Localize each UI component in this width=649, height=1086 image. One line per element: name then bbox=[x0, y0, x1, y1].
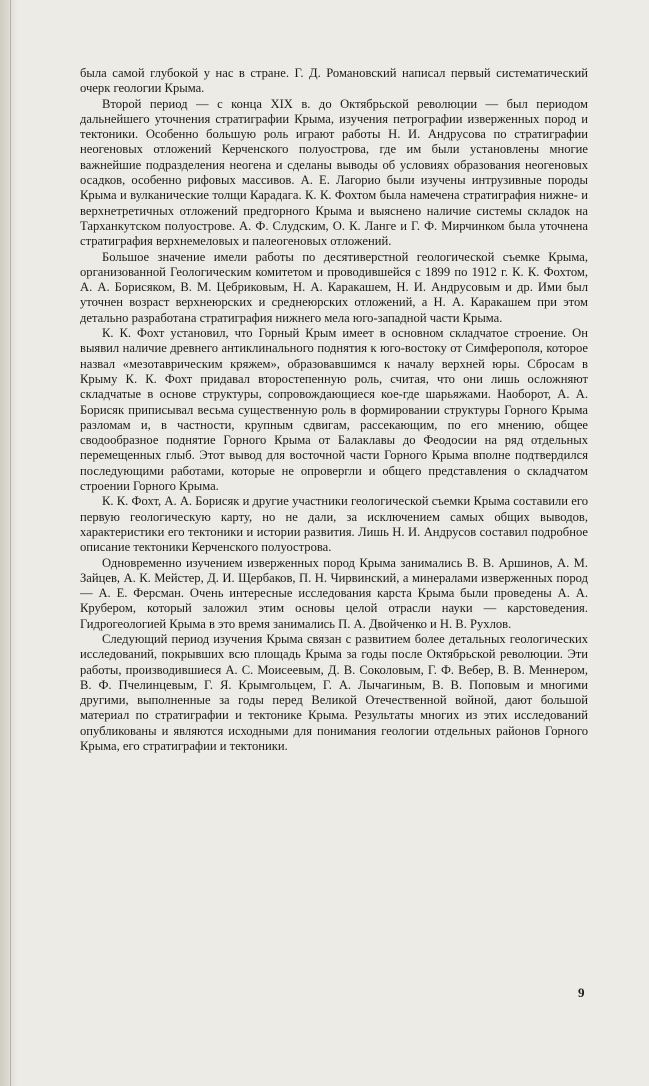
page-edge-line bbox=[10, 0, 11, 1086]
page-spine-shadow bbox=[0, 0, 18, 1086]
paragraph: была самой глубокой у нас в стране. Г. Д. Романовский написал первый систематический очерк геологии Крыма. bbox=[80, 66, 588, 96]
paragraph: Второй период — с конца XIX в. до Октябрьской революции — был периодом дальнейшего уточнения стратиграфии Крыма, изучения петрографии изверженных пород и тектоники. Особенно большую роль играют работы Н. И. Андрусова по стратиграфии неогеновых отложений Керченского полуострова, где им были установлены многие важнейшие подразделения неогена и сделаны выводы об условиях образования неогеновых осадков, особенно рифовых массивов. А. Е. Лагорио были изучены интрузивные породы Крыма и вулканические толщи Карадага. К. К. Фохтом была намечена стратиграфия нижне- и верхнетретичных отложений предгорного Крыма и выяснено наличие системы складок на Тарханкутском полуострове. А. Ф. Слудским, О. К. Ланге и Г. Ф. Мирчинком была уточнена стратиграфия верхнемеловых и палеогеновых отложений. bbox=[80, 96, 588, 249]
paragraph: Большое значение имели работы по десятиверстной геологической съемке Крыма, организованной Геологическим комитетом и проводившейся с 1899 по 1912 г. К. К. Фохтом, А. А. Борисяком, В. М. Цебриковым, Н. А. Каракашем, Н. И. Андрусовым и др. Ими был уточнен возраст верхнеюрских и среднеюрских отложений, а Н. А. Каракашем при этом детально разработана стратиграфия нижнего мела юго-западной части Крыма. bbox=[80, 249, 588, 325]
paragraph: Одновременно изучением изверженных пород Крыма занимались В. В. Аршинов, А. М. Зайцев, А. К. Мейстер, Д. И. Щербаков, П. Н. Чирвинский, а минералами изверженных пород — А. Е. Ферсман. Очень интересные исследования карста Крыма были проведены А. А. Крубером, который заложил этим основы целой отрасли науки — карстоведения. Гидрогеологией Крыма в это время занимались П. А. Двойченко и Н. В. Рухлов. bbox=[80, 555, 588, 631]
paragraph: К. К. Фохт установил, что Горный Крым имеет в основном складчатое строение. Он выявил наличие древнего антиклинального поднятия к юго-востоку от Симферополя, которое назвал «мезотаврическим кряжем», образовавшимся к началу верхней юры. Сбросам в Крыму К. К. Фохт придавал второстепенную роль, считая, что они лишь осложняют складчатые в основе структуры, сопровождающиеся кое-где шарьяжами. Наоборот, А. А. Борисяк приписывал весьма существенную роль в формировании структуры Горного Крыма разломам и, в частности, крупным сдвигам, рассекающим, по его мнению, общее сводообразное поднятие Горного Крыма от Балаклавы до Феодосии на ряд отдельных перемещенных глыб. Этот вывод для восточной части Горного Крыма вполне подтвердился последующими работами, которые не опровергли и общего представления о складчатом строении Горного Крыма. bbox=[80, 326, 588, 494]
paragraph: К. К. Фохт, А. А. Борисяк и другие участники геологической съемки Крыма составили его первую геологическую карту, но не дали, за исключением самых общих выводов, характеристики его тектоники и истории развития. Лишь Н. И. Андрусов составил подробное описание тектоники Керченского полуострова. bbox=[80, 494, 588, 555]
page-number: 9 bbox=[578, 985, 585, 1000]
body-text bbox=[80, 66, 588, 754]
paragraph: Следующий период изучения Крыма связан с развитием более детальных геологических исследований, покрывших всю площадь Крыма за годы после Октябрьской революции. Эти работы, производившиеся А. С. Моисеевым, Д. В. Соколовым, Г. Ф. Вебер, В. В. Меннером, В. Ф. Пчелинцевым, Г. Я. Крымгольцем, Г. А. Лычагиным, В. В. Поповым и многими другими, выполненные за годы перед Великой Отечественной войной, дают большой материал по стратиграфии и тектонике Крыма. Результаты многих из этих исследований опубликованы и являются исходными для понимания геологии отдельных районов Горного Крыма, его стратиграфии и тектоники. bbox=[80, 631, 588, 754]
